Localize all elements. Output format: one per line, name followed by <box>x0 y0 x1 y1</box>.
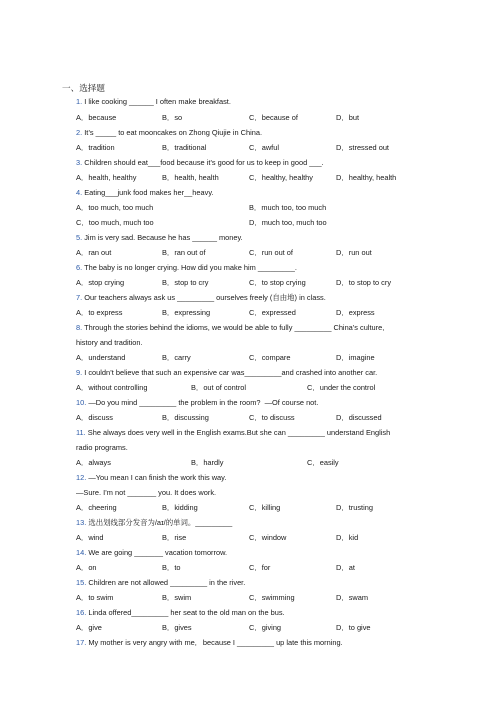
question-2 <box>76 128 262 137</box>
question-number: 8. <box>76 323 83 332</box>
option: A．wind <box>76 533 104 542</box>
question-number: 13. <box>76 518 87 527</box>
option: A．always <box>76 458 111 467</box>
option: D．to stop to cry <box>336 278 392 287</box>
option: C．killing <box>249 503 281 512</box>
question-number: 5. <box>76 233 83 242</box>
option: C．window <box>249 533 287 542</box>
option: A．without controlling <box>76 383 148 392</box>
option: C．giving <box>249 623 282 632</box>
question-number: 11. <box>76 428 86 437</box>
question-stem: 选出划线部分发音为/aɪ/的单词。_________ <box>88 518 233 527</box>
question-stem: I couldn’t believe that such an expensive car was_________and crashed into another car. <box>84 368 378 377</box>
question-7 <box>76 293 326 302</box>
question-stem: Through the stories behind the idioms, we would be able to fully _________ China’s culture, <box>84 323 385 332</box>
option: B．stop to cry <box>162 278 209 287</box>
question-stem: She always does very well in the English exams.But she can _________ understand English <box>87 428 391 437</box>
option: A．too much, too much <box>76 203 154 212</box>
question-number: 14. <box>76 548 87 557</box>
question-stem: —You mean I can finish the work this way. <box>88 473 227 482</box>
question-stem-continued: radio programs. <box>76 443 128 452</box>
question-stem: Jim is very sad. Because he has ______ money. <box>84 233 243 242</box>
option: A．because <box>76 113 117 122</box>
option: C．expressed <box>249 308 296 317</box>
option: B．much too, too much <box>249 203 327 212</box>
option: D．express <box>336 308 375 317</box>
question-14 <box>76 548 227 557</box>
question-stem: Linda offered_________ her seat to the old man on the bus. <box>88 608 285 617</box>
option: B．rise <box>162 533 187 542</box>
option: C．to stop crying <box>249 278 306 287</box>
option: D．discussed <box>336 413 382 422</box>
option: B．so <box>162 113 183 122</box>
option: A．tradition <box>76 143 115 152</box>
question-stem: My mother is very angry with me, because I _________ up late this morning. <box>88 638 343 647</box>
option: C．run out of <box>249 248 293 257</box>
option: A．to express <box>76 308 123 317</box>
question-stem: Our teachers always ask us _________ ourselves freely (自由地) in class. <box>84 293 326 302</box>
option: B．out of control <box>191 383 247 392</box>
question-5 <box>76 233 243 242</box>
question-stem: I like cooking ______ I often make breakfast. <box>84 97 231 106</box>
option: A．understand <box>76 353 126 362</box>
option: D．trusting <box>336 503 373 512</box>
question-number: 12. <box>76 473 87 482</box>
question-3 <box>76 158 324 167</box>
question-stem: —Do you mind _________ the problem in the room? —Of course not. <box>88 398 319 407</box>
option: A．to swim <box>76 593 114 602</box>
question-8 <box>76 323 384 332</box>
question-13 <box>76 518 232 527</box>
option: D．imagine <box>336 353 375 362</box>
option: A．ran out <box>76 248 112 257</box>
option: B．hardly <box>191 458 224 467</box>
question-12 <box>76 473 226 482</box>
option: B．carry <box>162 353 191 362</box>
option: D．but <box>336 113 360 122</box>
option: C．easily <box>307 458 339 467</box>
question-stem: The baby is no longer crying. How did you make him _________. <box>84 263 297 272</box>
section-title: 一、选择题 <box>62 84 105 94</box>
question-1 <box>76 97 231 106</box>
option: A．on <box>76 563 97 572</box>
option: D．kid <box>336 533 359 542</box>
option: B．to <box>162 563 181 572</box>
option: A．stop crying <box>76 278 125 287</box>
option: A．give <box>76 623 102 632</box>
option: C．to discuss <box>249 413 295 422</box>
option: C．swimming <box>249 593 295 602</box>
option: C．compare <box>249 353 291 362</box>
question-stem: Eating___junk food makes her__heavy. <box>84 188 214 197</box>
option: B．health, health <box>162 173 219 182</box>
question-number: 16. <box>76 608 87 617</box>
question-stem-continued: history and tradition. <box>76 338 143 347</box>
option: D．stressed out <box>336 143 389 152</box>
question-number: 2. <box>76 128 83 137</box>
question-stem: It’s _____ to eat mooncakes on Zhong Qiujie in China. <box>84 128 262 137</box>
option: D．much too, much too <box>249 218 327 227</box>
option: D．swam <box>336 593 369 602</box>
question-number: 6. <box>76 263 83 272</box>
question-16 <box>76 608 285 617</box>
option: C．awful <box>249 143 279 152</box>
question-number: 17. <box>76 638 87 647</box>
question-number: 9. <box>76 368 83 377</box>
question-6 <box>76 263 297 272</box>
option: D．at <box>336 563 355 572</box>
option: B．kidding <box>162 503 198 512</box>
option: C．because of <box>249 113 298 122</box>
question-stem: Children are not allowed _________ in the river. <box>88 578 246 587</box>
option: A．discuss <box>76 413 113 422</box>
question-number: 4. <box>76 188 83 197</box>
option: C．too much, much too <box>76 218 154 227</box>
option: A．cheering <box>76 503 117 512</box>
option: D．to give <box>336 623 371 632</box>
option: B．discussing <box>162 413 209 422</box>
question-9 <box>76 368 377 377</box>
option: B．expressing <box>162 308 211 317</box>
option: D．healthy, health <box>336 173 397 182</box>
option: B．gives <box>162 623 192 632</box>
question-stem: We are going _______ vacation tomorrow. <box>88 548 228 557</box>
question-stem: Children should eat___food because it’s good for us to keep in good ___. <box>84 158 324 167</box>
question-17 <box>76 638 343 647</box>
option: C．under the control <box>307 383 376 392</box>
question-number: 7. <box>76 293 83 302</box>
option: B．ran out of <box>162 248 206 257</box>
option: A．health, healthy <box>76 173 137 182</box>
option: B．traditional <box>162 143 207 152</box>
question-number: 3. <box>76 158 83 167</box>
question-stem-continued: —Sure. I’m not _______ you. It does work. <box>76 488 217 497</box>
question-10 <box>76 398 318 407</box>
question-15 <box>76 578 245 587</box>
option: B．swim <box>162 593 192 602</box>
question-number: 10. <box>76 398 87 407</box>
option: C．healthy, healthy <box>249 173 313 182</box>
option: D．run out <box>336 248 372 257</box>
question-number: 15. <box>76 578 87 587</box>
question-4 <box>76 188 214 197</box>
question-11 <box>76 428 390 437</box>
question-number: 1. <box>76 97 83 106</box>
option: C．for <box>249 563 271 572</box>
